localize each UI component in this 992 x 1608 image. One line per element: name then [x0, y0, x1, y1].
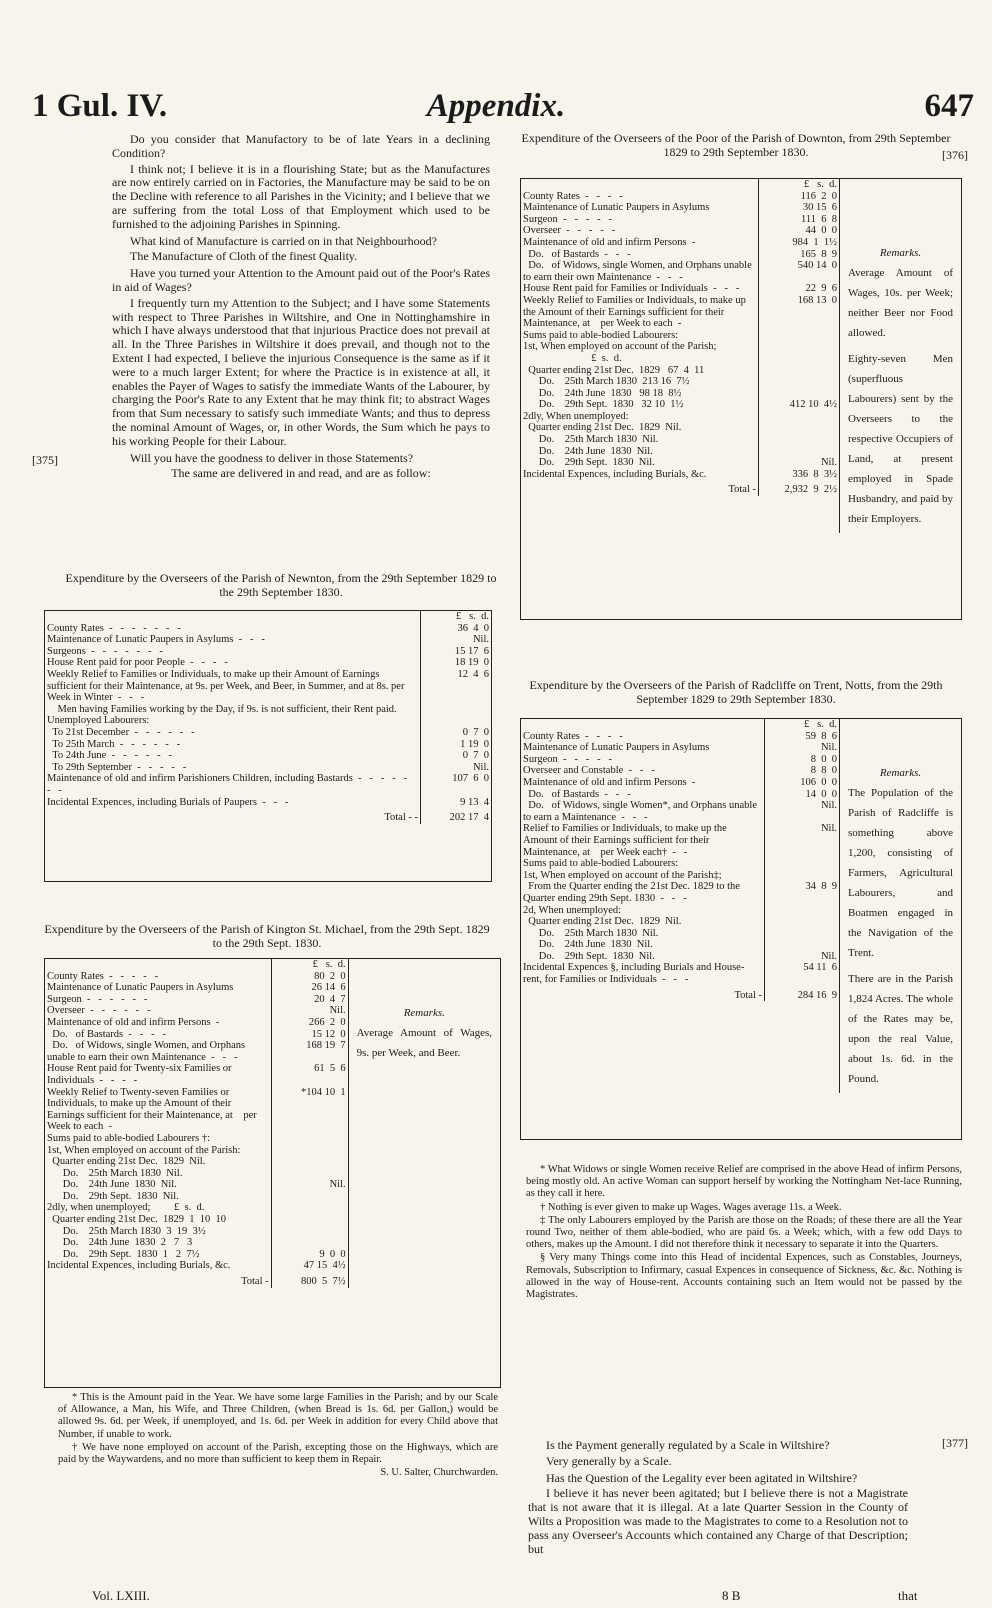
downton-total-label: Total - — [728, 484, 756, 496]
newnton-row-amount: 107 6 0 — [421, 773, 492, 796]
kington-row — [45, 1202, 348, 1214]
newnton-row-amount: 0 7 0 — [421, 750, 492, 762]
kington-note-1: * This is the Amount paid in the Year. We have some large Families in the Parish; and by our Scale of Allowance, a Man, his Wife, and Three Children, (when Bread is 1s. 6d. per Gallon,) would be allowed 9s. 6d. per Week, if unemployed, and 1s. 6d. per Week in addition for every Child above that Number, if unable to work. — [58, 1392, 498, 1440]
radcliffe-row-amount: Nil. — [765, 951, 840, 963]
radcliffe-row — [521, 823, 839, 858]
kington-row-label: 1st, When employed on account of the Parish: — [47, 1144, 241, 1156]
radcliffe-row — [521, 742, 839, 754]
downton-row — [521, 237, 839, 249]
kington-row — [45, 1029, 348, 1041]
radcliffe-total-label: Total - — [734, 989, 762, 1001]
radcliffe-row — [521, 939, 839, 951]
newnton-currency: £ s. d. — [421, 611, 492, 623]
radcliffe-row-label: Do. of Widows, single Women*, and Orphans unable to earn a Maintenance - - - — [523, 800, 760, 823]
kington-remarks-title: Remarks. — [403, 1007, 445, 1019]
newnton-total-label: Total - - — [384, 812, 418, 824]
radcliffe-remark-1: The Population of the Parish of Radcliffe is something above 1,200, consisting of Farmers, Agricultural Labourers, and Boatmen engaged in the Navigation of the Trent. — [848, 787, 953, 959]
kington-row-amount — [271, 1226, 348, 1238]
kington-row — [45, 1237, 348, 1249]
radcliffe-row-amount: 106 0 0 — [765, 777, 840, 789]
downton-row-amount — [759, 434, 840, 446]
downton-row — [521, 422, 839, 434]
downton-row-label: Do. of Bastards - - - — [523, 248, 631, 260]
radcliffe-row-amount — [765, 939, 840, 951]
newnton-row-label: Incidental Expences, including Burials of Paupers - - - — [47, 796, 289, 808]
kington-note-2: † We have none employed on account of the Parish, excepting those on the Highways, which are paid by the Waywardens, and no more than sufficient to keep them in Repair. — [58, 1441, 498, 1466]
downton-row-label: 2dly, When unemployed: — [523, 410, 629, 422]
radcliffe-row-amount: Nil. — [765, 742, 840, 754]
kington-currency: £ s. d. — [271, 959, 348, 971]
kington-total-label: Total - — [241, 1276, 269, 1288]
kington-row-amount — [271, 1191, 348, 1203]
kington-row-label: Do. 24th June 1830 2 7 3 — [47, 1237, 193, 1249]
newnton-row-amount — [421, 715, 492, 727]
kington-row-label: Sums paid to able-bodied Labourers †: — [47, 1132, 211, 1144]
downton-row — [521, 191, 839, 203]
downton-rows — [521, 191, 839, 481]
downton-row — [521, 202, 839, 214]
radcliffe-footnotes — [526, 1164, 962, 1302]
kington-row-amount: 26 14 6 — [271, 982, 348, 994]
kington-row-amount: 266 2 0 — [271, 1017, 348, 1029]
kington-row — [45, 994, 348, 1006]
kington-row-label: County Rates - - - - - — [47, 970, 159, 982]
newnton-row-label: Maintenance of old and infirm Parishioners Children, including Bastards - - - - - - - — [47, 773, 416, 796]
radcliffe-row — [521, 881, 839, 904]
radcliffe-row — [521, 765, 839, 777]
radcliffe-row-label: Do. 24th June 1830 Nil. — [523, 939, 653, 951]
kington-row-amount — [271, 1133, 348, 1145]
downton-row-label: Do. 25th March 1830 Nil. — [523, 434, 659, 446]
downton-row-label: Quarter ending 21st Dec. 1829 67 4 11 — [523, 364, 705, 376]
kington-row-amount — [271, 1168, 348, 1180]
radcliffe-total: 284 16 9 — [765, 986, 840, 1002]
radcliffe-note-2: † Nothing is ever given to make up Wages. Wages average 11s. a Week. — [540, 1201, 842, 1213]
newnton-row-label: Men having Families working by the Day, if 9s. is not sufficient, their Rent paid. — [47, 703, 397, 715]
downton-row — [521, 411, 839, 423]
margin-ref-377: [377] — [942, 1436, 968, 1450]
radcliffe-table — [520, 718, 962, 1140]
downton-row-amount: 540 14 0 — [759, 260, 840, 283]
kington-remarks: Average Amount of Wages, 9s. per Week, and Beer. — [356, 1027, 492, 1059]
downton-row-label: Do. 25th March 1830 213 16 7½ — [523, 376, 690, 388]
kington-table — [44, 958, 501, 1388]
radcliffe-row-amount — [765, 858, 840, 870]
downton-row-label: Weekly Relief to Families or Individuals, to make up the Amount of their Earnings sufficient for their Maintenance, at per Week to each - — [523, 294, 749, 330]
newnton-row — [45, 623, 491, 635]
radcliffe-row-label: Incidental Expences §, including Burials and House-rent, for Families or Individuals - - - — [523, 962, 745, 986]
downton-row — [521, 295, 839, 330]
downton-row — [521, 457, 839, 469]
answer-6: I believe it has never been agitated; but I believe there is not a Magistrate that is not aware that it is illegal. At a late Quarter Session in the County of Wilts a Proposition was made to the Magistrates to come to a Resolution not to pass any Overseer's Accounts which contained any Charge of that Description; but — [528, 1486, 908, 1556]
newnton-row — [45, 704, 491, 716]
newnton-total: 202 17 4 — [421, 808, 492, 824]
downton-currency: £ s. d. — [759, 179, 840, 191]
question-5: Is the Payment generally regulated by a Scale in Wiltshire? — [546, 1438, 830, 1452]
newnton-row-amount: 1 19 0 — [421, 739, 492, 751]
downton-row-amount: 336 8 3½ — [759, 469, 840, 481]
downton-row-label: Do. 24th June 1830 98 18 8½ — [523, 387, 682, 399]
downton-row — [521, 330, 839, 342]
left-column-text — [112, 130, 490, 483]
downton-row-label: Do. 24th June 1830 Nil. — [523, 445, 653, 457]
kington-row-amount: *104 10 1 — [271, 1087, 348, 1133]
margin-ref-375: [375] — [32, 453, 58, 467]
radcliffe-row — [521, 777, 839, 789]
downton-row-amount — [759, 446, 840, 458]
radcliffe-row — [521, 916, 839, 928]
downton-row-amount — [759, 330, 840, 342]
downton-row-label: Overseer - - - - - — [523, 225, 616, 237]
right-column-text — [528, 1436, 908, 1558]
answer-4: The same are delivered in and read, and are as follow: — [171, 466, 431, 481]
radcliffe-note-1: * What Widows or single Women receive Relief are comprised in the above Head of infirm Persons, being mostly old. An active Woman can support herself by working the Nottingham Net-lace Running, as they call it here. — [526, 1164, 962, 1200]
newnton-row — [45, 669, 491, 704]
radcliffe-row — [521, 962, 839, 985]
downton-row-amount: 44 0 0 — [759, 225, 840, 237]
newnton-row-label: To 21st December - - - - - - — [47, 726, 195, 738]
downton-row-label: 1st, When employed on account of the Parish; — [523, 341, 717, 353]
kington-row-amount — [271, 1237, 348, 1249]
kington-row-label: Maintenance of Lunatic Paupers in Asylums — [47, 982, 234, 994]
kington-row — [45, 982, 348, 994]
downton-row-amount: 165 8 9 — [759, 249, 840, 261]
radcliffe-row — [521, 951, 839, 963]
downton-row-amount: Nil. — [759, 457, 840, 469]
downton-row — [521, 388, 839, 400]
downton-row-amount: 168 13 0 — [759, 295, 840, 330]
newnton-row-amount: Nil. — [421, 762, 492, 774]
kington-row-label: Overseer - - - - - - — [47, 1005, 151, 1017]
radcliffe-row-amount: 59 8 6 — [765, 731, 840, 743]
newnton-rows — [45, 623, 491, 809]
downton-table — [520, 178, 962, 620]
downton-row-amount — [759, 353, 840, 365]
question-6: Has the Question of the Legality ever been agitated in Wiltshire? — [546, 1470, 858, 1485]
kington-rows — [45, 971, 348, 1272]
newnton-row — [45, 646, 491, 658]
kington-row — [45, 1017, 348, 1029]
kington-row-label: Quarter ending 21st Dec. 1829 1 10 10 — [47, 1214, 227, 1226]
answer-5: Very generally by a Scale. — [546, 1453, 672, 1468]
newnton-row-amount: 18 19 0 — [421, 657, 492, 669]
footer-signature-mark: 8 B — [722, 1588, 741, 1603]
downton-row-label: Do. 29th Sept. 1830 Nil. — [523, 457, 655, 469]
answer-3: I frequently turn my Attention to the Subject; and I have some Statements with respect to Three Parishes in Wiltshire, and One in Nottinghamshire in which I have always understood that that injurious Practice does not prevail at all. In the Three Parishes in Wiltshire it does prevail, and though not to the Extent I had expected, I believe the injurious Consequence is the same as if it were to a much larger Extent; for where the Practice is in existence at all, it enables the Payer of Wages to satisfy the immediate Wants of the Labourer, by charging the Poor's Rate to any Extent that he may think fit; to abstract Wages from that Sum necessary to satisfy such immediate Wants; and thus to depress the nominal Amount of Wages, or, in other Words, the Sum which he pays to his working People for their Labour. — [112, 295, 490, 448]
radcliffe-row-label: Do. 25th March 1830 Nil. — [523, 927, 659, 939]
radcliffe-row-amount: 8 0 0 — [765, 754, 840, 766]
downton-row — [521, 365, 839, 377]
kington-footnotes — [58, 1392, 498, 1479]
kington-row-label: Do. 29th Sept. 1830 Nil. — [47, 1190, 179, 1202]
newnton-row-amount: 12 4 6 — [421, 669, 492, 704]
radcliffe-row — [521, 928, 839, 940]
downton-row-label: Maintenance of Lunatic Paupers in Asylums — [523, 202, 710, 214]
newnton-row-amount: Nil. — [421, 634, 492, 646]
radcliffe-row — [521, 754, 839, 766]
kington-row — [45, 1087, 348, 1133]
downton-row-amount: 30 15 6 — [759, 202, 840, 214]
downton-row — [521, 283, 839, 295]
newnton-row-amount: 15 17 6 — [421, 646, 492, 658]
radcliffe-row-amount — [765, 928, 840, 940]
kington-total: 800 5 7½ — [271, 1272, 348, 1288]
kington-row-amount: Nil. — [271, 1179, 348, 1191]
radcliffe-row-label: County Rates - - - - — [523, 730, 623, 742]
downton-row — [521, 341, 839, 353]
downton-row-label: House Rent paid for Families or Individuals - - - — [523, 283, 740, 295]
radcliffe-row-label: 1st, When employed on account of the Parish‡; — [523, 869, 722, 881]
question-4: Will you have the goodness to deliver in those Statements? — [130, 450, 414, 465]
kington-row-label: Do. 29th Sept. 1830 1 2 7½ — [47, 1248, 200, 1260]
downton-row-label: Do. 29th Sept. 1830 32 10 1½ — [523, 399, 684, 411]
kington-row — [45, 1063, 348, 1086]
newnton-row — [45, 750, 491, 762]
kington-row — [45, 1226, 348, 1238]
running-head-left: 1 Gul. IV. — [32, 88, 168, 124]
downton-row-amount: 984 1 1½ — [759, 237, 840, 249]
downton-row-amount — [759, 376, 840, 388]
newnton-row-amount — [421, 704, 492, 716]
kington-row-amount — [271, 1145, 348, 1157]
radcliffe-row-label: Do. 29th Sept. 1830 Nil. — [523, 950, 655, 962]
downton-row — [521, 434, 839, 446]
radcliffe-row-label: Maintenance of Lunatic Paupers in Asylums — [523, 742, 710, 754]
downton-row-label: Do. of Widows, single Women, and Orphans unable to earn their own Maintenance - - - — [523, 260, 755, 283]
downton-row-amount — [759, 422, 840, 434]
kington-row-label: 2dly, when unemployed; £ s. d. — [47, 1202, 205, 1214]
kington-row-amount: 80 2 0 — [271, 971, 348, 983]
kington-row-label: Quarter ending 21st Dec. 1829 Nil. — [47, 1156, 206, 1168]
radcliffe-row-amount: 54 11 6 — [765, 962, 840, 985]
kington-row — [45, 1040, 348, 1063]
radcliffe-row-label: Surgeon - - - - - — [523, 753, 613, 765]
kington-row — [45, 1249, 348, 1261]
kington-row-amount: 61 5 6 — [271, 1063, 348, 1086]
downton-title: Expenditure of the Overseers of the Poor of the Parish of Downton, from 29th September 1829 to 29th September 1830. — [521, 131, 951, 159]
kington-row-label: Incidental Expences, including Burials, &c. — [47, 1260, 231, 1272]
kington-row — [45, 1156, 348, 1168]
downton-row — [521, 249, 839, 261]
kington-row-amount — [271, 1156, 348, 1168]
radcliffe-row — [521, 800, 839, 823]
newnton-row-label: Maintenance of Lunatic Paupers in Asylums - - - — [47, 634, 265, 646]
radcliffe-row — [521, 858, 839, 870]
kington-row — [45, 1260, 348, 1272]
running-head-title: Appendix. — [426, 88, 566, 124]
newnton-row — [45, 797, 491, 809]
downton-row-label: Maintenance of old and infirm Persons - — [523, 236, 696, 248]
question-2: What kind of Manufacture is carried on in that Neighbourhood? — [130, 233, 437, 248]
newnton-row-label: County Rates - - - - - - - — [47, 622, 181, 634]
radcliffe-remarks-title: Remarks. — [879, 767, 922, 779]
downton-total: 2,932 9 2½ — [759, 480, 840, 496]
downton-row-amount: 111 6 8 — [759, 214, 840, 226]
newnton-row-label: To 25th March - - - - - - — [47, 738, 181, 750]
downton-row — [521, 214, 839, 226]
downton-row-label: Sums paid to able-bodied Labourers: — [523, 329, 679, 341]
radcliffe-row — [521, 731, 839, 743]
downton-row-label: Surgeon - - - - - — [523, 213, 613, 225]
kington-row — [45, 1191, 348, 1203]
downton-row — [521, 376, 839, 388]
kington-title: Expenditure by the Overseers of the Parish of Kington St. Michael, from the 29th Sept. 1829 to the 29th Sept. 1830. — [44, 922, 490, 950]
downton-row — [521, 353, 839, 365]
newnton-row-label: Unemployed Labourers: — [47, 715, 150, 727]
downton-remarks-title: Remarks. — [879, 247, 922, 259]
radcliffe-row-amount: 8 8 0 — [765, 765, 840, 777]
kington-row-label: Do. of Widows, single Women, and Orphans unable to earn their own Maintenance - - - — [47, 1040, 248, 1063]
downton-row-label: £ s. d. — [523, 352, 622, 364]
kington-row-label: Weekly Relief to Twenty-seven Families or Individuals, to make up the Amount of their Earnings sufficient for their Maintenance, at per Week to each - — [47, 1086, 260, 1133]
radcliffe-row-label: Maintenance of old and infirm Persons - — [523, 776, 696, 788]
newnton-title: Expenditure by the Overseers of the Parish of Newnton, from the 29th September 1829 to the 29th September 1830. — [65, 571, 497, 599]
radcliffe-row-label: Do. of Bastards - - - — [523, 788, 631, 800]
radcliffe-row-label: Overseer and Constable - - - — [523, 765, 655, 777]
newnton-row — [45, 657, 491, 669]
radcliffe-row-label: Relief to Families or Individuals, to make up the Amount of their Earnings sufficient for their Maintenance, at per Week each† - - — [523, 823, 729, 858]
newnton-row — [45, 762, 491, 774]
kington-row-amount: 47 15 4½ — [271, 1260, 348, 1272]
kington-row-amount — [271, 1214, 348, 1226]
kington-row — [45, 1005, 348, 1017]
radcliffe-row-label: Quarter ending 21st Dec. 1829 Nil. — [523, 916, 682, 928]
newnton-row — [45, 773, 491, 796]
kington-row-amount: 15 12 0 — [271, 1029, 348, 1041]
kington-row — [45, 1168, 348, 1180]
downton-row-amount — [759, 365, 840, 377]
question-3: Have you turned your Attention to the Amount paid out of the Poor's Rates in aid of Wages? — [112, 266, 490, 294]
downton-row-amount — [759, 341, 840, 353]
page-number: 647 — [924, 88, 974, 124]
downton-row-amount: 116 2 0 — [759, 191, 840, 203]
kington-row-label: Do. 25th March 1830 3 19 3½ — [47, 1225, 206, 1237]
radcliffe-currency: £ s. d. — [765, 719, 840, 731]
newnton-row-amount: 36 4 0 — [421, 623, 492, 635]
radcliffe-row-amount: 14 0 0 — [765, 789, 840, 801]
newnton-table — [44, 610, 492, 882]
downton-remark-1: Average Amount of Wages, 10s. per Week; neither Beer nor Food allowed. — [848, 267, 953, 339]
radcliffe-row — [521, 905, 839, 917]
kington-row-label: Surgeon - - - - - - — [47, 993, 148, 1005]
newnton-row-amount: 9 13 4 — [421, 797, 492, 809]
kington-row-label: House Rent paid for Twenty-six Families or Individuals - - - - — [47, 1063, 235, 1086]
newnton-row — [45, 739, 491, 751]
downton-row-label: County Rates - - - - — [523, 190, 623, 202]
radcliffe-row-label: From the Quarter ending the 21st Dec. 1829 to the Quarter ending 29th Sept. 1830 - - - — [523, 881, 743, 904]
radcliffe-row-label: 2d, When unemployed: — [523, 904, 622, 916]
downton-row-label: Quarter ending 21st Dec. 1829 Nil. — [523, 422, 682, 434]
radcliffe-row — [521, 789, 839, 801]
radcliffe-note-3: ‡ The only Labourers employed by the Parish are those on the Roads; of these there are all the Year round Two, neither of them able-bodied, who are paid 6s. a Week; which, with a few odd Days to others, makes up the Amount. I did not therefore think it necessary to separate it into the Quarters. — [526, 1214, 962, 1251]
newnton-row-label: Surgeons - - - - - - - — [47, 645, 163, 657]
downton-row-amount: 412 10 4½ — [759, 399, 840, 411]
downton-row — [521, 225, 839, 237]
newnton-row — [45, 634, 491, 646]
downton-row — [521, 260, 839, 283]
kington-row-amount: 168 19 7 — [271, 1040, 348, 1063]
kington-row-amount: 20 4 7 — [271, 994, 348, 1006]
radcliffe-rows — [521, 731, 839, 986]
radcliffe-row-amount: Nil. — [765, 800, 840, 823]
downton-row-amount: 22 9 6 — [759, 283, 840, 295]
radcliffe-row-amount — [765, 916, 840, 928]
kington-row-amount — [271, 1202, 348, 1214]
answer-1: I think not; I believe it is in a flourishing State; but as the Manufactures are now entirely carried on in Factories, the Manufacture may be said to be on the Decline with reference to all Parishes in the Vicinity; and I believe that we are suffering from the total Loss of that Employment which used to be furnished to the adjoining Parishes in Spinning. — [112, 161, 490, 231]
downton-row-label: Incidental Expences, including Burials, &c. — [523, 468, 707, 480]
footer-catchword: that — [898, 1588, 918, 1603]
newnton-row-amount: 0 7 0 — [421, 727, 492, 739]
newnton-row-label: Weekly Relief to Families or Individuals, to make up their Amount of Earnings sufficient for their Maintenance, at 9s. per Week, and Beer, in Summer, and at 8s. per Week in Winter - - - — [47, 668, 407, 704]
radcliffe-row-amount — [765, 870, 840, 882]
downton-row-amount — [759, 388, 840, 400]
kington-row — [45, 1179, 348, 1191]
kington-row-label: Do. of Bastards - - - - — [47, 1028, 166, 1040]
footer-volume: Vol. LXIII. — [92, 1588, 150, 1603]
kington-row-label: Do. 24th June 1830 Nil. — [47, 1179, 177, 1191]
margin-ref-376: [376] — [942, 148, 968, 162]
newnton-row-label: To 29th September - - - - - — [47, 761, 187, 773]
radcliffe-row-amount — [765, 905, 840, 917]
newnton-row-label: To 24th June - - - - - - — [47, 750, 172, 762]
downton-row — [521, 469, 839, 481]
downton-row — [521, 399, 839, 411]
kington-row-amount: 9 0 0 — [271, 1249, 348, 1261]
newnton-row — [45, 727, 491, 739]
newnton-row-label: House Rent paid for poor People - - - - — [47, 657, 228, 669]
radcliffe-row-amount: Nil. — [765, 823, 840, 858]
kington-row — [45, 1133, 348, 1145]
kington-row — [45, 1145, 348, 1157]
kington-row-amount: Nil. — [271, 1005, 348, 1017]
answer-2: The Manufacture of Cloth of the finest Quality. — [130, 249, 358, 264]
downton-row — [521, 446, 839, 458]
question-1: Do you consider that Manufactory to be of late Years in a declining Condition? — [112, 132, 490, 160]
radcliffe-title: Expenditure by the Overseers of the Parish of Radcliffe on Trent, Notts, from the 29th September 1829 to 29th September 1830. — [529, 678, 943, 706]
newnton-row — [45, 715, 491, 727]
radcliffe-note-4: § Very many Things come into this Head of incidental Expences, such as Constables, Journeys, Removals, Subscription to Infirmary, casual Expences in consequence of Sickness, &c. &c. Nothing is allowed in the way of House-rent. Accounts containing such an Item would not be passed by the Magistrates. — [526, 1252, 962, 1301]
kington-row-label: Do. 25th March 1830 Nil. — [47, 1167, 183, 1179]
downton-row-amount — [759, 411, 840, 423]
radcliffe-row-amount: 34 8 9 — [765, 881, 840, 904]
kington-row-label: Maintenance of old and infirm Persons - — [47, 1016, 220, 1028]
downton-remark-2: Eighty-seven Men (superfluous Labourers) sent by the Overseers to the respective Occupiers of Land, at present employed in Spade Husbandry, and paid by their Employers. — [848, 353, 953, 525]
radcliffe-row — [521, 870, 839, 882]
radcliffe-row-label: Sums paid to able-bodied Labourers: — [523, 858, 679, 870]
kington-signature: S. U. Salter, Churchwarden. — [380, 1467, 498, 1479]
kington-row — [45, 1214, 348, 1226]
kington-row — [45, 971, 348, 983]
radcliffe-remark-2: There are in the Parish 1,824 Acres. The whole of the Rates may be, upon the real Value, about 1s. 6d. in the Pound. — [848, 973, 953, 1085]
